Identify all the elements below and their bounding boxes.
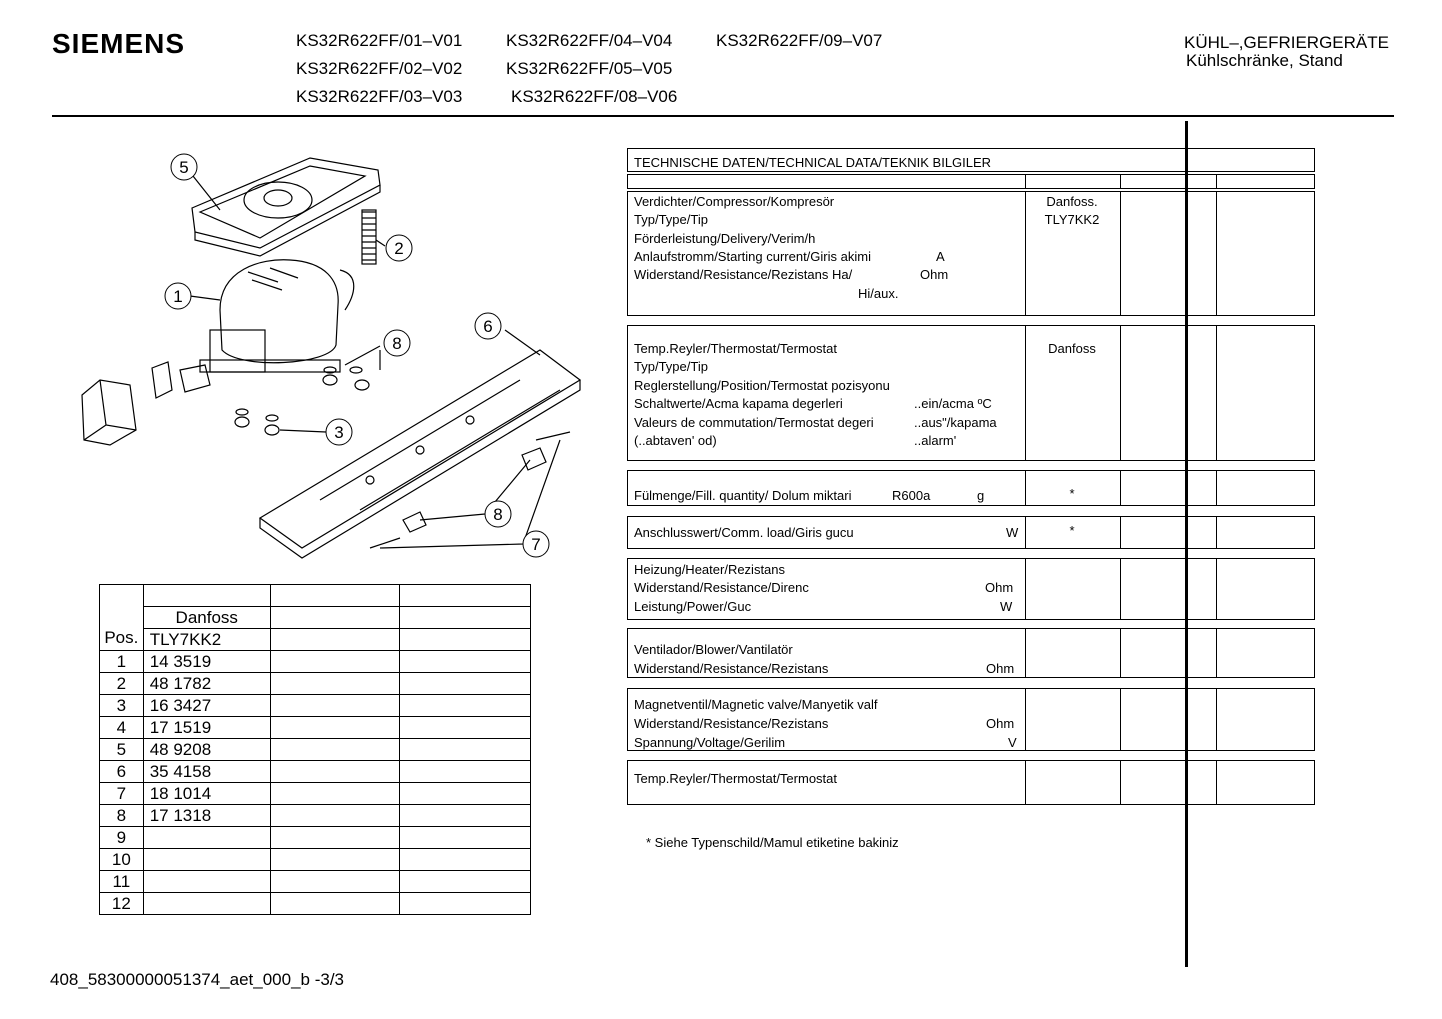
table-row xyxy=(100,871,531,893)
spring-shape xyxy=(362,210,376,264)
maker-header: Danfoss xyxy=(143,607,270,629)
pos-cell: 6 xyxy=(100,761,144,783)
table-row xyxy=(100,629,531,651)
thermostat2-section xyxy=(627,760,1315,805)
part-number-cell xyxy=(143,827,270,849)
callout-7 xyxy=(523,531,549,557)
table-row xyxy=(100,673,531,695)
part-number-cell xyxy=(143,871,270,893)
brand-logo: SIEMENS xyxy=(52,28,186,59)
type-plate-note: * Siehe Typenschild/Mamul etiketine bakiniz xyxy=(646,835,899,850)
voltage-label: Spannung/Voltage/Gerilim xyxy=(634,735,786,750)
switch-values-label: Schaltwerte/Acma kapama degerleri xyxy=(634,396,843,411)
document-id: 408_58300000051374_aet_000_b -3/3 xyxy=(50,970,345,989)
load-value: * xyxy=(1069,523,1075,538)
pos-cell: 3 xyxy=(100,695,144,717)
fill-section xyxy=(627,470,1315,506)
thermostat-label: Temp.Reyler/Thermostat/Termostat xyxy=(634,341,838,356)
pos-cell: 2 xyxy=(100,673,144,695)
svg-text:7: 7 xyxy=(531,535,541,554)
unit-ohm: Ohm xyxy=(986,661,1015,676)
unit-ohm: Ohm xyxy=(985,580,1014,595)
resistance-label: Widerstand/Resistance/Rezistans Ha/ xyxy=(634,267,853,282)
part-number-cell: 14 3519 xyxy=(143,651,270,673)
table-row xyxy=(100,607,531,629)
category-title: KÜHL–,GEFRIERGERÄTE xyxy=(1184,33,1389,52)
svg-text:8: 8 xyxy=(392,334,402,353)
power-label: Leistung/Power/Guc xyxy=(634,599,752,614)
part-number-cell xyxy=(143,849,270,871)
position-label: Reglerstellung/Position/Termostat pozisyonu xyxy=(634,378,890,393)
type-label: Typ/Type/Tip xyxy=(634,359,708,374)
pos-header: Pos. xyxy=(100,585,144,651)
callout-3 xyxy=(326,419,352,445)
svg-text:3: 3 xyxy=(334,423,344,442)
category-subtitle: Kühlschränke, Stand xyxy=(1186,51,1343,70)
fill-value: * xyxy=(1069,486,1075,501)
svg-text:1: 1 xyxy=(173,287,183,306)
thermostat-maker: Danfoss xyxy=(1048,341,1096,356)
table-row xyxy=(100,585,531,607)
model-number: KS32R622FF/01–V01 xyxy=(296,31,463,50)
unit-w: W xyxy=(1000,599,1013,614)
model-number: KS32R622FF/05–V05 xyxy=(506,59,673,78)
svg-text:8: 8 xyxy=(493,505,503,524)
part-number-cell: 35 4158 xyxy=(143,761,270,783)
compressor-section xyxy=(627,191,1315,316)
type-label: Typ/Type/Tip xyxy=(634,212,708,227)
table-row xyxy=(100,783,531,805)
switch-on-suffix: ..ein/acma ºC xyxy=(914,396,992,411)
table-row xyxy=(100,651,531,673)
base-rail-shape xyxy=(260,350,580,558)
table-row xyxy=(100,695,531,717)
callout-6 xyxy=(475,313,501,339)
load-section xyxy=(627,516,1315,549)
parts-table xyxy=(99,584,531,915)
model-number: KS32R622FF/04–V04 xyxy=(506,31,673,50)
model-number: KS32R622FF/08–V06 xyxy=(511,87,678,106)
part-number-cell: 17 1318 xyxy=(143,805,270,827)
blower-label: Ventilador/Blower/Vantilatör xyxy=(634,642,793,657)
pos-cell: 5 xyxy=(100,739,144,761)
compressor-label: Verdichter/Compressor/Kompresör xyxy=(634,194,835,209)
svg-text:5: 5 xyxy=(179,158,189,177)
part-number-cell xyxy=(143,893,270,915)
resistance-label: Widerstand/Resistance/Direnc xyxy=(634,580,809,595)
table-row xyxy=(100,761,531,783)
valve-label: Magnetventil/Magnetic valve/Manyetik valf xyxy=(634,697,878,712)
unit-g: g xyxy=(977,488,985,503)
blower-section xyxy=(627,628,1315,678)
delivery-label: Förderleistung/Delivery/Verim/h xyxy=(634,231,816,246)
table-row xyxy=(100,827,531,849)
compressor-type: TLY7KK2 xyxy=(1044,212,1100,227)
pos-cell: 10 xyxy=(100,849,144,871)
callout-8b xyxy=(485,501,511,527)
part-number-cell: 16 3427 xyxy=(143,695,270,717)
pos-cell: 12 xyxy=(100,893,144,915)
pos-cell: 8 xyxy=(100,805,144,827)
starting-current-label: Anlaufstromm/Starting current/Giris akimi xyxy=(634,249,871,264)
sleeves-pins-shape xyxy=(370,432,570,548)
callout-2 xyxy=(386,235,412,261)
tech-title: TECHNISCHE DATEN/TECHNICAL DATA/TEKNIK BILGILER xyxy=(634,155,992,170)
table-row xyxy=(100,739,531,761)
callout-5 xyxy=(171,154,197,180)
fill-label: Fülmenge/Fill. quantity/ Dolum miktari xyxy=(634,488,852,503)
part-number-cell: 17 1519 xyxy=(143,717,270,739)
heater-section xyxy=(627,558,1315,620)
alarm-suffix: ..alarm' xyxy=(914,433,957,448)
heater-label: Heizung/Heater/Rezistans xyxy=(634,562,786,577)
part-number-cell: 48 1782 xyxy=(143,673,270,695)
commutation-label: Valeurs de commutation/Termostat degeri xyxy=(634,415,874,430)
table-row xyxy=(100,849,531,871)
resistance-label: Widerstand/Resistance/Rezistans xyxy=(634,661,829,676)
unit-w: W xyxy=(1006,525,1019,540)
unit-ohm: Ohm xyxy=(920,267,949,282)
switch-off-suffix: ..aus"/kapama xyxy=(914,415,997,430)
valve-section xyxy=(627,688,1315,751)
model-number: KS32R622FF/02–V02 xyxy=(296,59,463,78)
aux-label: Hi/aux. xyxy=(858,286,899,301)
unit-a: A xyxy=(936,249,945,264)
table-row xyxy=(100,893,531,915)
load-label: Anschlusswert/Comm. load/Giris gucu xyxy=(634,525,854,540)
pos-cell: 9 xyxy=(100,827,144,849)
pos-cell: 7 xyxy=(100,783,144,805)
exploded-parts-diagram xyxy=(60,140,620,570)
thermostat-label: Temp.Reyler/Thermostat/Termostat xyxy=(634,771,838,786)
unit-v: V xyxy=(1008,735,1017,750)
pos-cell: 1 xyxy=(100,651,144,673)
refrigerant: R600a xyxy=(892,488,931,503)
part-number-cell: 48 9208 xyxy=(143,739,270,761)
unit-ohm: Ohm xyxy=(986,716,1015,731)
compressor-shape xyxy=(200,260,354,372)
pos-cell: 11 xyxy=(100,871,144,893)
model-number: KS32R622FF/09–V07 xyxy=(716,31,883,50)
type-header: TLY7KK2 xyxy=(143,629,270,651)
compressor-maker: Danfoss. xyxy=(1046,194,1098,209)
tech-title-box xyxy=(627,148,1315,172)
tech-column-header xyxy=(627,174,1315,189)
table-row xyxy=(100,717,531,739)
callout-8 xyxy=(384,330,410,356)
pos-cell: 4 xyxy=(100,717,144,739)
defrost-label: (..abtaven' od) xyxy=(634,433,717,448)
resistance-label: Widerstand/Resistance/Rezistans xyxy=(634,716,829,731)
header-divider xyxy=(52,115,1394,117)
svg-text:2: 2 xyxy=(394,239,404,258)
callout-1 xyxy=(165,283,191,309)
thermostat-section xyxy=(627,325,1315,461)
model-number: KS32R622FF/03–V03 xyxy=(296,87,463,106)
svg-text:6: 6 xyxy=(483,317,493,336)
part-number-cell: 18 1014 xyxy=(143,783,270,805)
table-row xyxy=(100,805,531,827)
